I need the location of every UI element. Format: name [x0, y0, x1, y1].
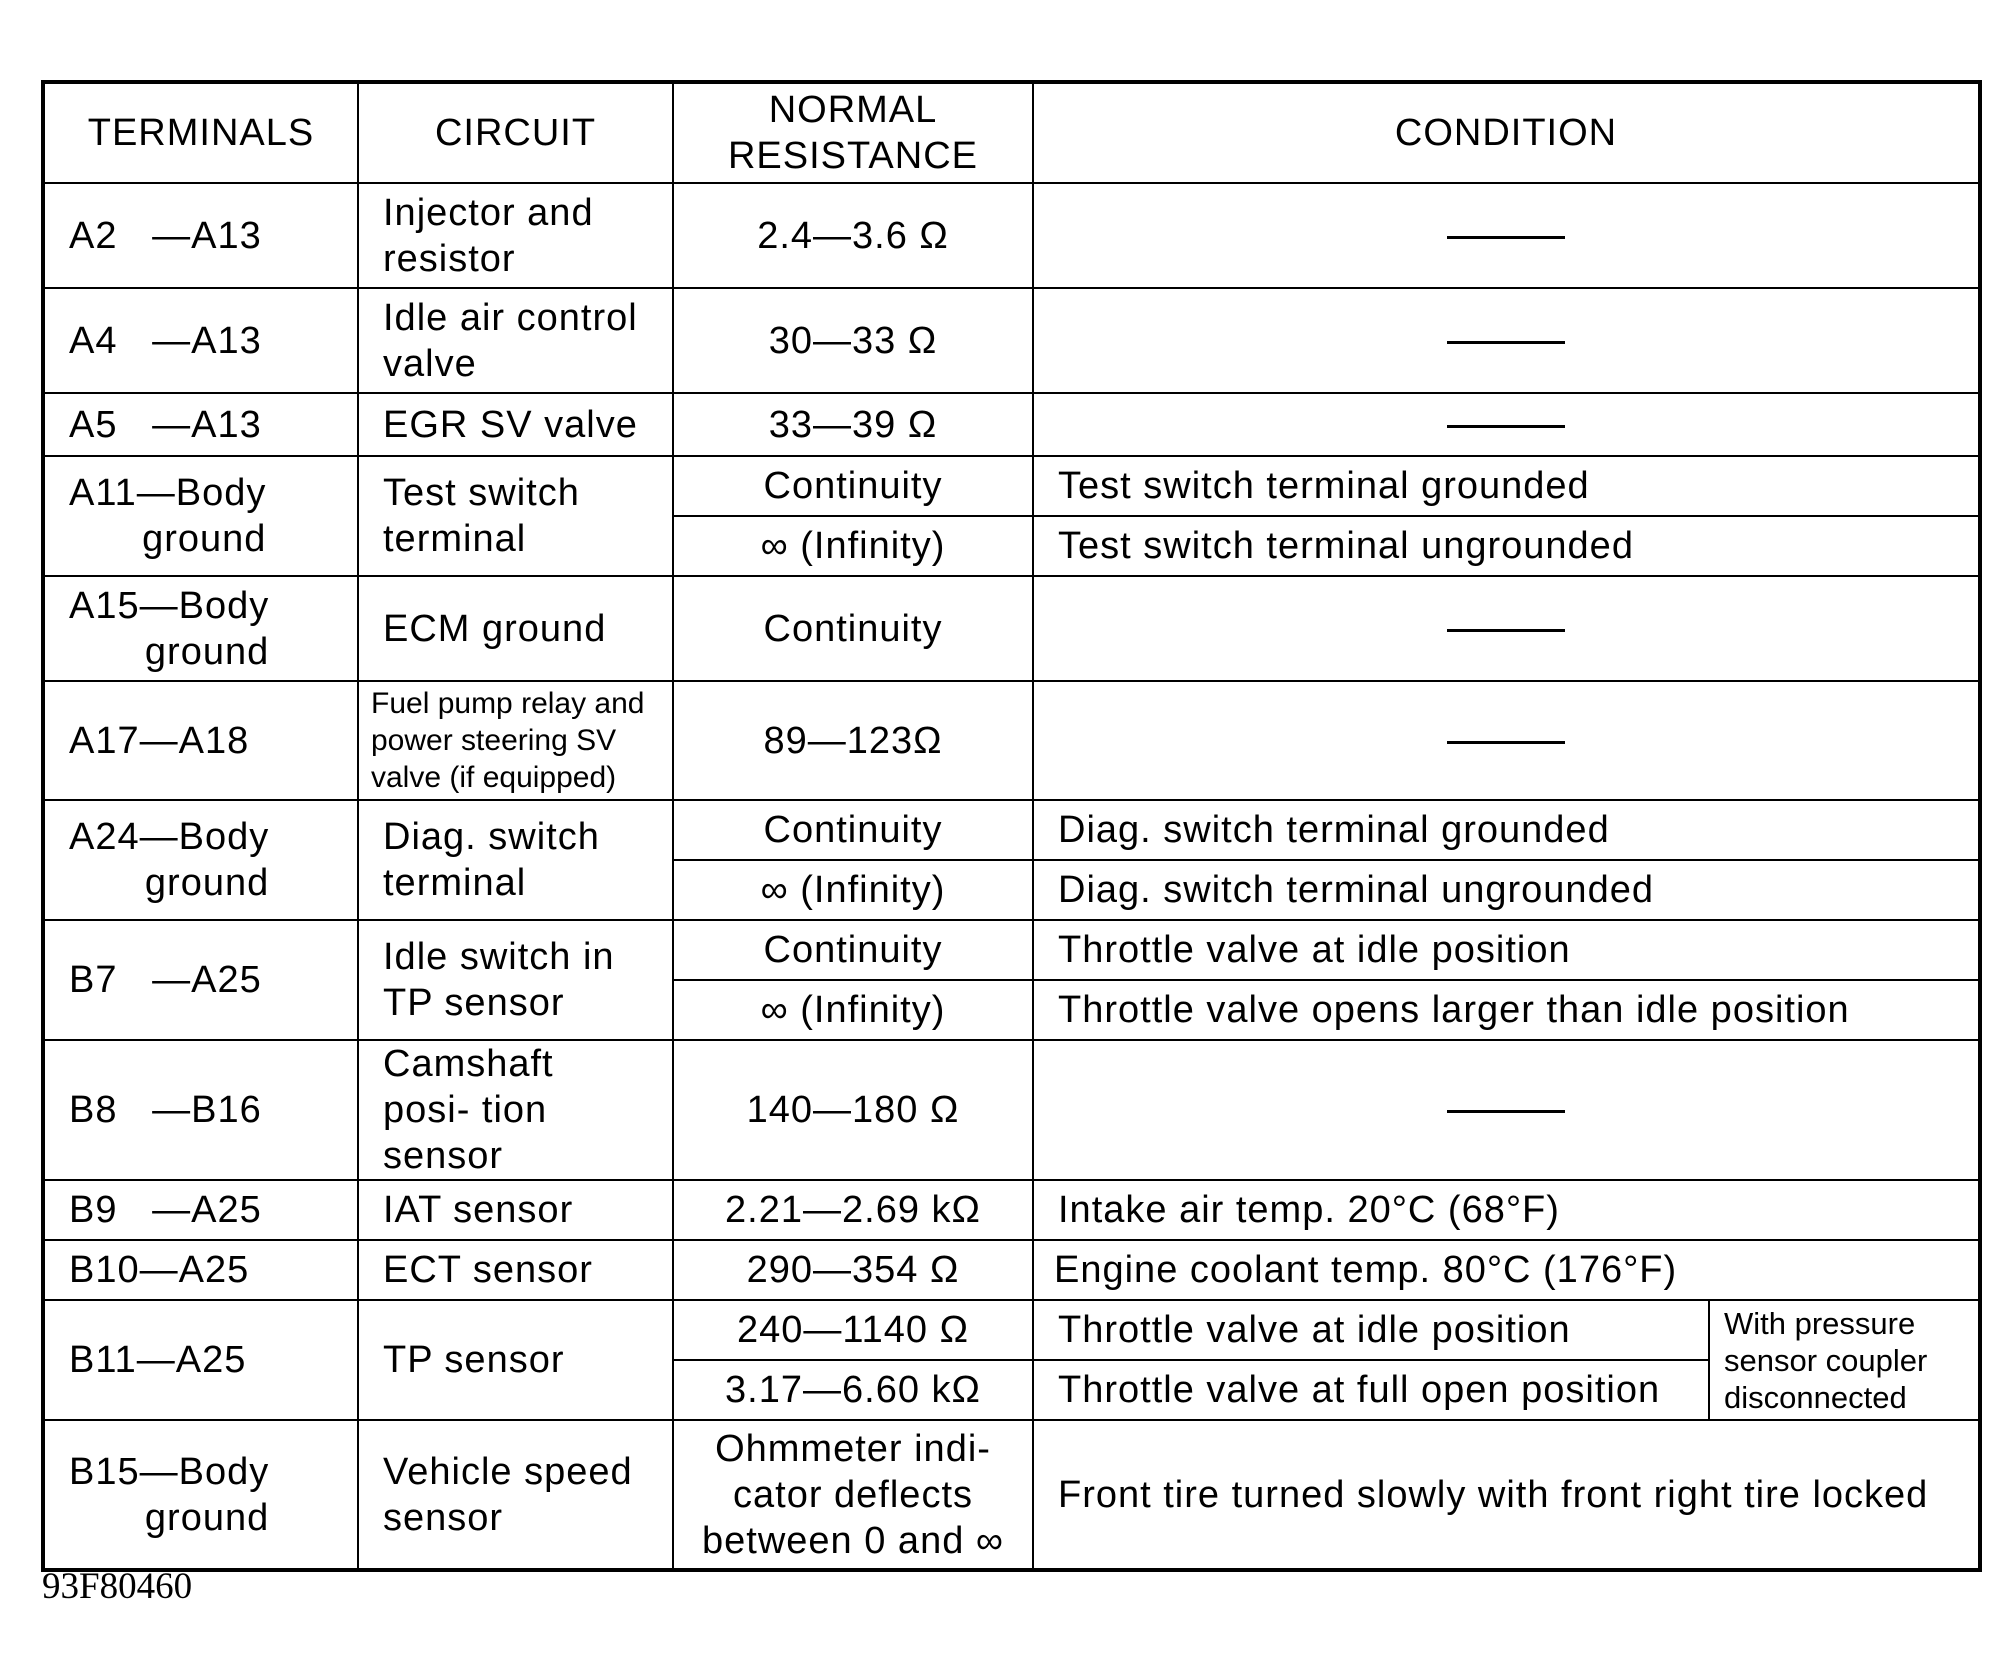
header-normal-resistance-l2: RESISTANCE [727, 135, 978, 177]
resistance-cell: 240—1140 Ω [673, 1300, 1033, 1360]
header-normal-resistance [673, 82, 1033, 183]
condition-cell: Diag. switch terminal ungrounded [1033, 860, 1980, 920]
figure-code: 93F80460 [42, 1566, 193, 1607]
condition-cell: Throttle valve at idle position [1033, 1300, 1709, 1360]
circuit-cell: ECT sensor [358, 1240, 673, 1300]
terminals-cell [43, 576, 358, 681]
circuit-cell: Idle switch in TP sensor [358, 920, 673, 1040]
circuit-cell: Camshaft posi- tion sensor [358, 1040, 673, 1180]
dash-mark [1447, 741, 1565, 744]
terminal-line-1: A15—Body [69, 584, 270, 627]
resistance-cell: Continuity [673, 456, 1033, 516]
resistance-cell: Ohmmeter indi- cator deflects between 0 and ∞ [673, 1420, 1033, 1570]
condition-cell [1033, 183, 1980, 288]
resistance-cell: Continuity [673, 800, 1033, 860]
table-row [43, 681, 1980, 800]
terminal-line-1: A11—Body [69, 472, 267, 514]
terminal-line-2: ground [144, 1496, 270, 1539]
table-row [43, 1300, 1980, 1360]
table-row [43, 288, 1980, 393]
circuit-cell: Fuel pump relay and power steering SV valve (if equipped) [358, 681, 673, 800]
table-row [43, 800, 1980, 860]
dash-mark [1447, 341, 1565, 344]
terminals-cell: B9 —A25 [43, 1180, 358, 1240]
terminal-line-2: ground [142, 518, 267, 560]
terminals-cell: B8 —B16 [43, 1040, 358, 1180]
condition-cell: Front tire turned slowly with front right tire locked [1033, 1420, 1980, 1570]
resistance-cell: 30—33 Ω [673, 288, 1033, 393]
resistance-cell: 33—39 Ω [673, 393, 1033, 456]
resistance-cell: 89—123Ω [673, 681, 1033, 800]
resistance-cell: Continuity [673, 576, 1033, 681]
condition-cell: Throttle valve opens larger than idle position [1033, 980, 1980, 1040]
table-row [43, 920, 1980, 980]
circuit-cell: EGR SV valve [358, 393, 673, 456]
circuit-cell: Diag. switch terminal [358, 800, 673, 920]
terminals-cell: A4 —A13 [43, 288, 358, 393]
table-row [43, 1240, 1980, 1300]
table-row [43, 393, 1980, 456]
condition-cell: Throttle valve at full open position [1033, 1360, 1709, 1420]
condition-note-cell: With pressure sensor coupler disconnected [1709, 1300, 1980, 1420]
terminal-line-2: ground [144, 862, 270, 904]
condition-cell: Diag. switch terminal grounded [1033, 800, 1980, 860]
circuit-cell: ECM ground [358, 576, 673, 681]
circuit-cell: TP sensor [358, 1300, 673, 1420]
resistance-cell: Continuity [673, 920, 1033, 980]
terminal-line-1: A24—Body [69, 816, 270, 858]
dash-mark [1447, 236, 1565, 239]
circuit-cell: Vehicle speed sensor [358, 1420, 673, 1570]
condition-cell: Test switch terminal ungrounded [1033, 516, 1980, 576]
resistance-cell: 140—180 Ω [673, 1040, 1033, 1180]
table-row [43, 1420, 1980, 1570]
terminals-cell [43, 1420, 358, 1570]
terminals-cell: A2 —A13 [43, 183, 358, 288]
terminals-cell [43, 800, 358, 920]
terminal-line-1: B15—Body [69, 1450, 270, 1493]
resistance-cell: 2.21—2.69 kΩ [673, 1180, 1033, 1240]
header-condition: CONDITION [1033, 82, 1980, 183]
dash-mark [1447, 425, 1565, 428]
condition-cell: Throttle valve at idle position [1033, 920, 1980, 980]
circuit-cell: IAT sensor [358, 1180, 673, 1240]
condition-cell [1033, 393, 1980, 456]
dash-mark [1447, 1110, 1565, 1113]
circuit-cell: Idle air control valve [358, 288, 673, 393]
resistance-cell: ∞ (Infinity) [673, 980, 1033, 1040]
header-circuit: CIRCUIT [358, 82, 673, 183]
header-normal-resistance-l1: NORMAL [768, 89, 938, 131]
condition-cell [1033, 1040, 1980, 1180]
header-row [43, 82, 1980, 183]
dash-mark [1447, 629, 1565, 632]
circuit-cell: Injector and resistor [358, 183, 673, 288]
terminals-cell: B11—A25 [43, 1300, 358, 1420]
terminals-cell: B7 —A25 [43, 920, 358, 1040]
terminals-cell: A5 —A13 [43, 393, 358, 456]
resistance-cell: ∞ (Infinity) [673, 516, 1033, 576]
resistance-spec-table [41, 80, 1982, 1572]
terminals-cell: B10—A25 [43, 1240, 358, 1300]
resistance-cell: 2.4—3.6 Ω [673, 183, 1033, 288]
terminal-line-2: ground [144, 630, 270, 673]
resistance-cell: 3.17—6.60 kΩ [673, 1360, 1033, 1420]
condition-cell: Engine coolant temp. 80°C (176°F) [1033, 1240, 1980, 1300]
terminals-cell [43, 456, 358, 576]
condition-cell [1033, 681, 1980, 800]
resistance-cell: ∞ (Infinity) [673, 860, 1033, 920]
condition-cell: Intake air temp. 20°C (68°F) [1033, 1180, 1980, 1240]
table-row [43, 456, 1980, 516]
resistance-cell: 290—354 Ω [673, 1240, 1033, 1300]
table-row [43, 576, 1980, 681]
condition-cell: Test switch terminal grounded [1033, 456, 1980, 516]
table-row [43, 1180, 1980, 1240]
terminals-cell: A17—A18 [43, 681, 358, 800]
condition-cell [1033, 576, 1980, 681]
circuit-cell: Test switch terminal [358, 456, 673, 576]
condition-cell [1033, 288, 1980, 393]
header-terminals: TERMINALS [43, 82, 358, 183]
table-row [43, 183, 1980, 288]
table-row [43, 1040, 1980, 1180]
